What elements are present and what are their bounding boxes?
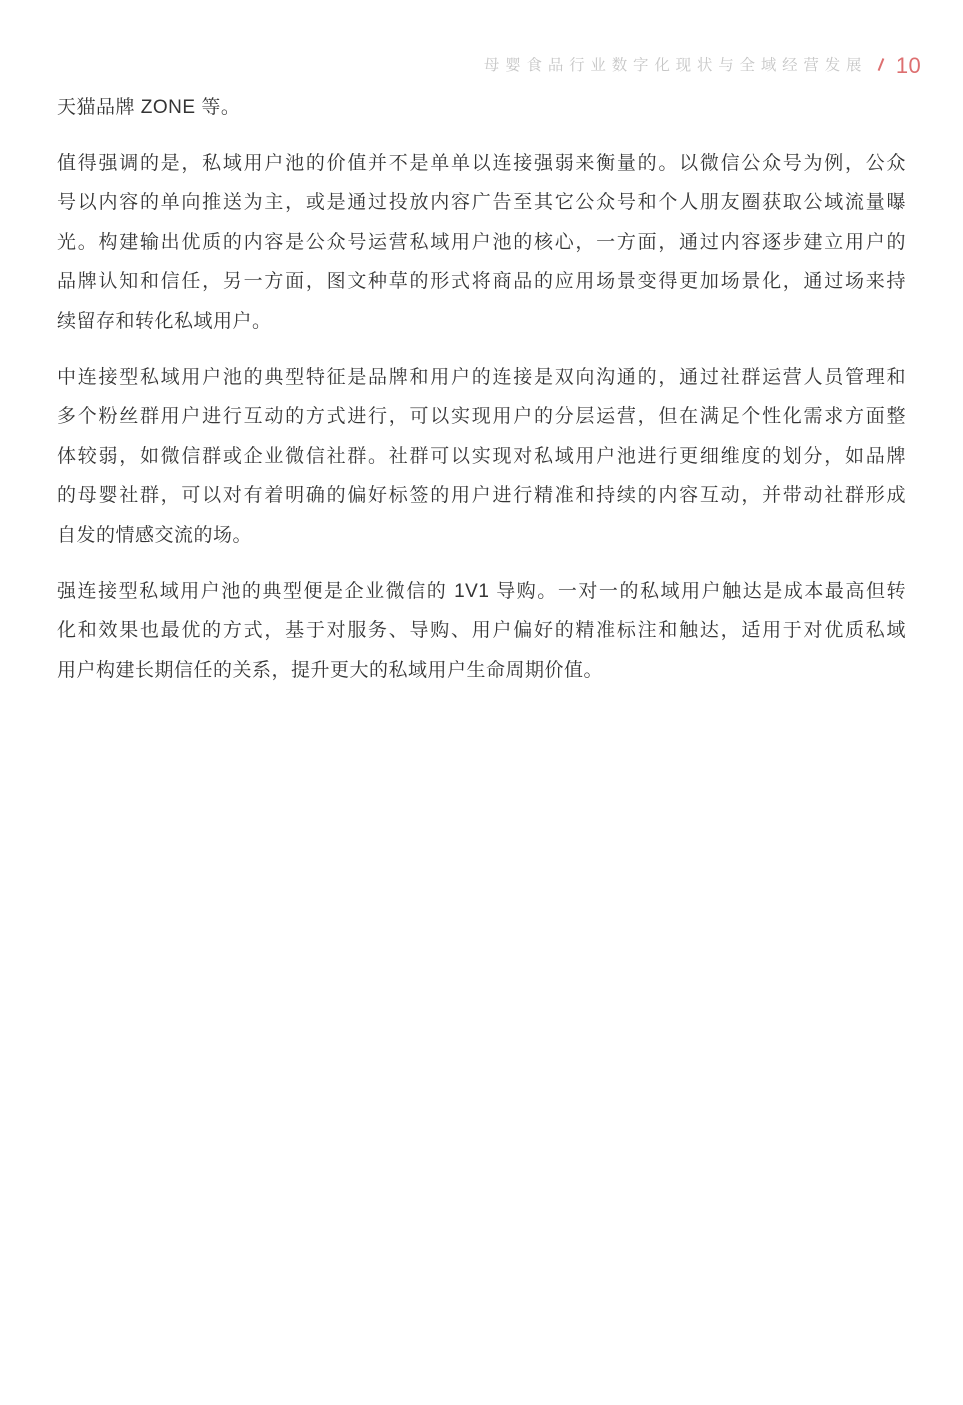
running-header — [484, 52, 921, 80]
paragraph-line: 值得强调的是，私域用户池的价值并不是单单以连接强弱来衡量的。以微信公众号为例，公众 — [57, 152, 906, 174]
paragraph-line: 光。构建输出优质的内容是公众号运营私域用户池的核心，一方面，通过内容逐步建立用户的 — [57, 231, 906, 253]
paragraph-line: 的母婴社群，可以对有着明确的偏好标签的用户进行精准和持续的内容互动，并带动社群形成 — [57, 485, 906, 507]
paragraph-line: 用户构建长期信任的关系，提升更大的私域用户生命周期价值。 — [57, 659, 604, 681]
paragraph-line: 体较弱，如微信群或企业微信社群。社群可以实现对私域用户池进行更细维度的划分，如品牌 — [57, 445, 906, 467]
page-number: 10 — [895, 53, 921, 78]
paragraph-medium-connection — [57, 358, 906, 556]
paragraph-line: 号以内容的单向推送为主，或是通过投放内容广告至其它公众号和个人朋友圈获取公域流量曝 — [57, 192, 906, 214]
paragraph-line: 中连接型私域用户池的典型特征是品牌和用户的连接是双向沟通的，通过社群运营人员管理和 — [57, 366, 906, 388]
paragraph-line: 续留存和转化私域用户。 — [57, 310, 272, 332]
paragraph-continuation — [57, 88, 906, 128]
paragraph-line: 多个粉丝群用户进行互动的方式进行，可以实现用户的分层运营，但在满足个性化需求方面整 — [57, 406, 906, 428]
paragraph-line: 天猫品牌 ZONE 等。 — [57, 97, 241, 118]
paragraph-line: 品牌认知和信任，另一方面，图文种草的形式将商品的应用场景变得更加场景化，通过场来持 — [57, 271, 906, 293]
paragraph-official-account — [57, 144, 906, 342]
header-divider — [878, 58, 884, 71]
paragraph-line: 强连接型私域用户池的典型便是企业微信的 1V1 导购。一对一的私域用户触达是成本最高但转 — [57, 580, 906, 602]
paragraph-line: 自发的情感交流的场。 — [57, 524, 253, 546]
paragraph-line: 化和效果也最优的方式，基于对服务、导购、用户偏好的精准标注和触达，适用于对优质私域 — [57, 620, 906, 642]
running-title: 母婴食品行业数字化现状与全域经营发展 — [483, 57, 868, 74]
paragraph-strong-connection — [57, 572, 906, 691]
body-text — [57, 88, 906, 706]
